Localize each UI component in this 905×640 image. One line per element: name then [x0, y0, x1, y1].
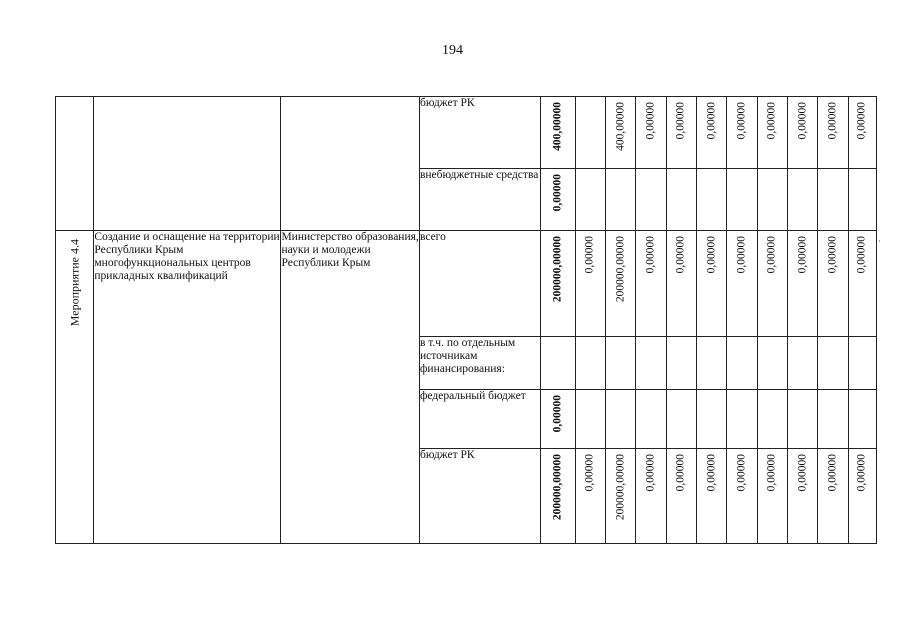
year-value-cell — [818, 449, 848, 544]
year-value-cell — [606, 449, 636, 544]
year-value-cell — [696, 449, 726, 544]
year-value-cell — [606, 169, 636, 231]
year-value-cell-value: 0,00000 — [705, 454, 718, 492]
year-value-cell — [818, 337, 848, 390]
total-cell-value: 200000,00000 — [551, 454, 564, 521]
year-value-cell — [727, 169, 757, 231]
year-value-cell — [575, 337, 605, 390]
year-value-cell — [636, 390, 666, 449]
year-value-cell-value: 0,00000 — [826, 102, 839, 140]
year-value-cell — [636, 97, 666, 169]
year-value-cell — [696, 337, 726, 390]
year-value-cell — [575, 97, 605, 169]
year-value-cell-value: 0,00000 — [826, 454, 839, 492]
measure-name: Создание и оснащение на территории Республики Крым многофункциональных центров прикладных квалификаций — [94, 231, 281, 544]
year-value-cell — [666, 231, 696, 337]
year-value-cell-value: 0,00000 — [855, 236, 868, 274]
year-value-cell — [787, 449, 817, 544]
year-value-cell — [848, 449, 876, 544]
total-cell — [541, 449, 575, 544]
year-value-cell — [606, 231, 636, 337]
year-value-cell-value: 0,00000 — [796, 454, 809, 492]
year-value-cell — [757, 97, 787, 169]
year-value-cell — [848, 337, 876, 390]
year-value-cell — [696, 390, 726, 449]
continued-label-cell — [56, 97, 94, 231]
year-value-cell-value: 400,00000 — [614, 102, 627, 151]
year-value-cell — [757, 337, 787, 390]
year-value-cell — [606, 97, 636, 169]
year-value-cell — [666, 169, 696, 231]
continued-name-cell — [94, 97, 281, 231]
year-value-cell-value: 0,00000 — [705, 236, 718, 274]
table-row — [56, 231, 877, 337]
total-cell-value: 400,00000 — [551, 102, 564, 151]
year-value-cell — [757, 390, 787, 449]
year-value-cell — [787, 337, 817, 390]
continued-executor-cell — [281, 97, 420, 231]
total-cell — [541, 390, 575, 449]
year-value-cell-value: 0,00000 — [765, 102, 778, 140]
year-value-cell — [787, 97, 817, 169]
year-value-cell — [606, 337, 636, 390]
measure-label-cell — [56, 231, 94, 544]
year-value-cell — [575, 169, 605, 231]
year-value-cell — [727, 97, 757, 169]
year-value-cell — [818, 390, 848, 449]
year-value-cell-value: 0,00000 — [583, 236, 596, 274]
year-value-cell — [848, 97, 876, 169]
year-value-cell-value: 0,00000 — [705, 102, 718, 140]
total-cell — [541, 169, 575, 231]
year-value-cell — [696, 169, 726, 231]
year-value-cell-value: 0,00000 — [674, 236, 687, 274]
year-value-cell — [818, 169, 848, 231]
year-value-cell — [696, 231, 726, 337]
year-value-cell — [848, 169, 876, 231]
funding-source-cell: в т.ч. по отдельным источникам финансирования: — [419, 337, 540, 390]
year-value-cell — [666, 97, 696, 169]
year-value-cell — [666, 390, 696, 449]
year-value-cell-value: 0,00000 — [644, 236, 657, 274]
year-value-cell-value: 200000,00000 — [614, 454, 627, 521]
funding-source-cell: бюджет РК — [419, 97, 540, 169]
year-value-cell-value: 0,00000 — [855, 102, 868, 140]
funding-source-cell: внебюджетные средства — [419, 169, 540, 231]
year-value-cell — [575, 390, 605, 449]
total-cell — [541, 337, 575, 390]
year-value-cell — [848, 390, 876, 449]
year-value-cell — [818, 231, 848, 337]
year-value-cell — [757, 449, 787, 544]
year-value-cell-value: 0,00000 — [644, 454, 657, 492]
total-cell-value: 200000,00000 — [551, 236, 564, 303]
year-value-cell — [848, 231, 876, 337]
year-value-cell — [636, 169, 666, 231]
year-value-cell-value: 0,00000 — [583, 454, 596, 492]
year-value-cell-value: 0,00000 — [735, 102, 748, 140]
year-value-cell-value: 0,00000 — [674, 102, 687, 140]
total-cell — [541, 231, 575, 337]
year-value-cell — [636, 449, 666, 544]
year-value-cell — [757, 169, 787, 231]
year-value-cell-value: 0,00000 — [735, 454, 748, 492]
year-value-cell-value: 0,00000 — [644, 102, 657, 140]
funding-source-cell: бюджет РК — [419, 449, 540, 544]
year-value-cell — [787, 169, 817, 231]
year-value-cell — [818, 97, 848, 169]
year-value-cell-value: 0,00000 — [796, 236, 809, 274]
funding-source-cell: федеральный бюджет — [419, 390, 540, 449]
year-value-cell-value: 0,00000 — [796, 102, 809, 140]
year-value-cell — [666, 337, 696, 390]
year-value-cell — [757, 231, 787, 337]
measure-label: Мероприятие 4.4 — [67, 239, 82, 327]
year-value-cell — [787, 231, 817, 337]
year-value-cell-value: 0,00000 — [735, 236, 748, 274]
financing-table — [55, 96, 877, 544]
year-value-cell — [636, 231, 666, 337]
year-value-cell — [636, 337, 666, 390]
year-value-cell — [575, 449, 605, 544]
year-value-cell-value: 0,00000 — [765, 236, 778, 274]
year-value-cell — [606, 390, 636, 449]
year-value-cell — [727, 449, 757, 544]
year-value-cell — [787, 390, 817, 449]
year-value-cell-value: 0,00000 — [855, 454, 868, 492]
page-number: 194 — [442, 43, 463, 58]
year-value-cell — [575, 231, 605, 337]
year-value-cell-value: 200000,00000 — [614, 236, 627, 303]
total-cell-value: 0,00000 — [551, 395, 564, 433]
margin-mark: · — [878, 236, 881, 246]
year-value-cell — [727, 390, 757, 449]
funding-source-cell: всего — [419, 231, 540, 337]
table-row — [56, 97, 877, 169]
year-value-cell — [727, 337, 757, 390]
year-value-cell — [666, 449, 696, 544]
year-value-cell-value: 0,00000 — [674, 454, 687, 492]
year-value-cell-value: 0,00000 — [765, 454, 778, 492]
measure-executor: Министерство образования, науки и молодежи Республики Крым — [281, 231, 420, 544]
year-value-cell-value: 0,00000 — [826, 236, 839, 274]
year-value-cell — [727, 231, 757, 337]
total-cell-value: 0,00000 — [551, 174, 564, 212]
year-value-cell — [696, 97, 726, 169]
total-cell — [541, 97, 575, 169]
